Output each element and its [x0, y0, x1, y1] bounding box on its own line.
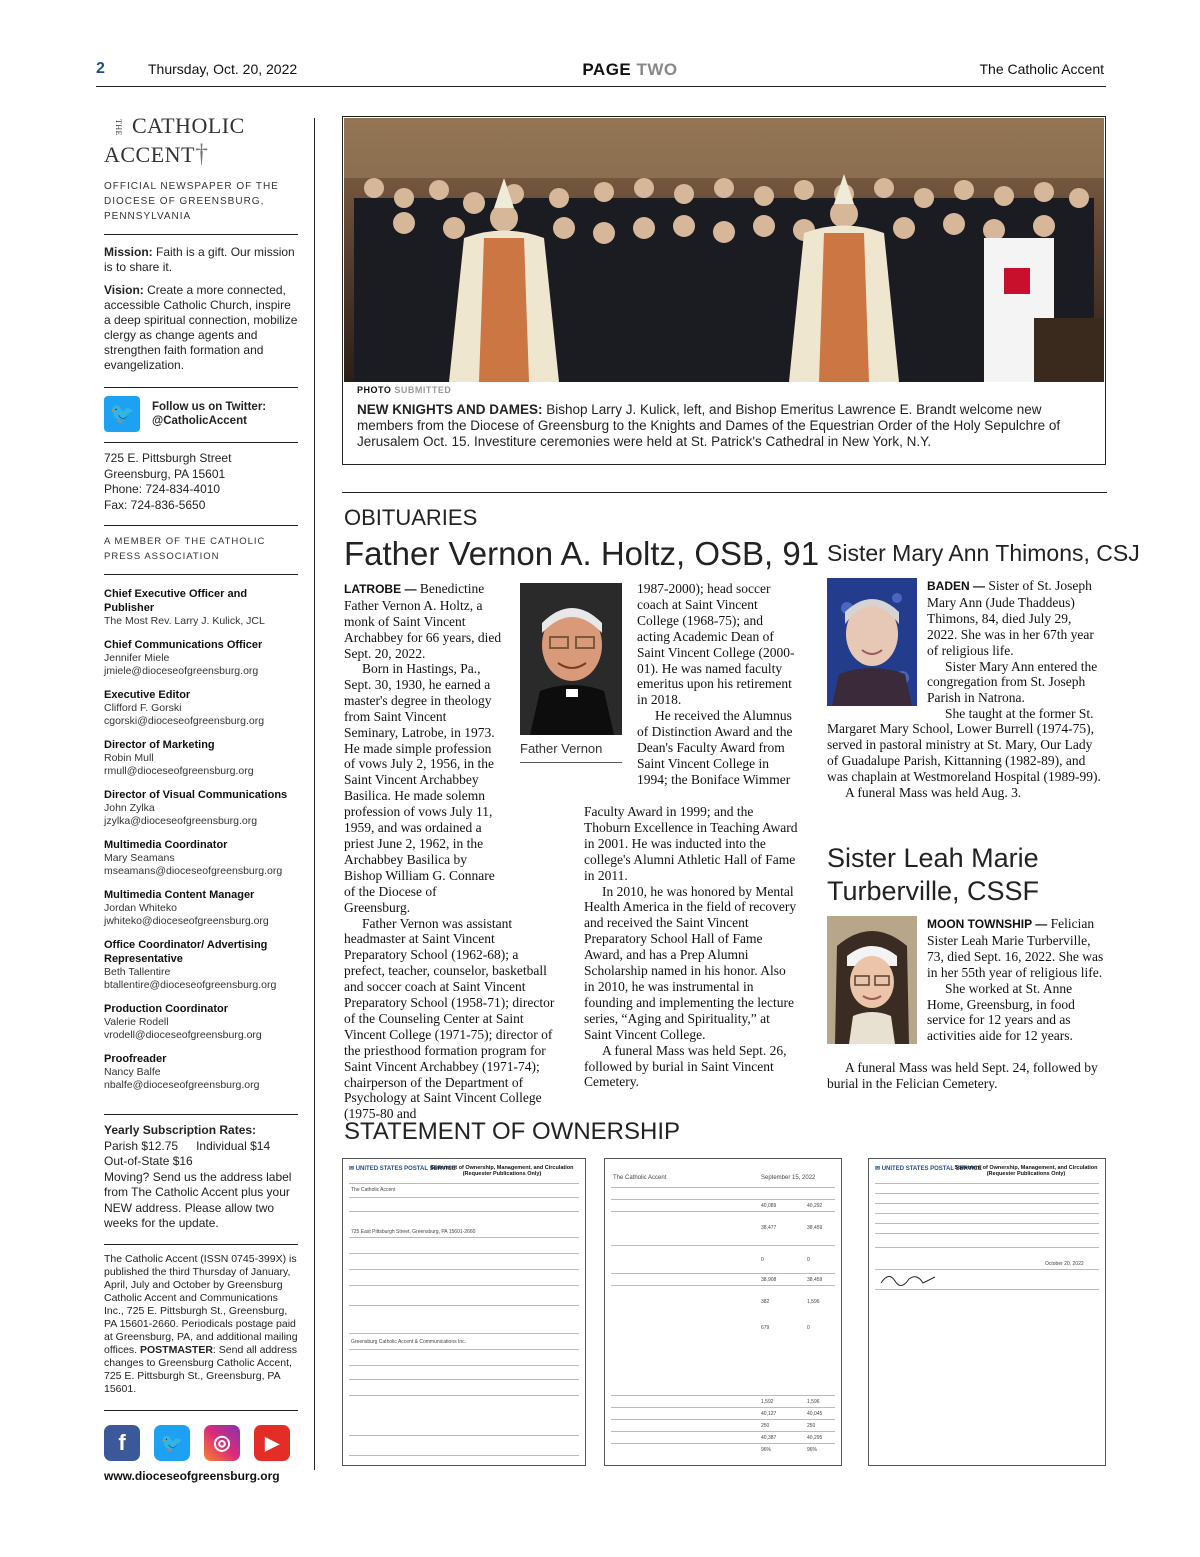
staff-email[interactable]: rmull@dioceseofgreensburg.org — [104, 765, 254, 777]
caption-text: Bishop Larry J. Kulick, left, and Bishop Emeritus Lawrence E. Brandt welcome new members from the Diocese of Greensburg to the Knights and Dames of the Equestrian Order of the Holy Sepulchre of Jerusalem Oct. 15. Investiture ceremonies were held at St. Patrick's Cathedral in New York, N.Y. — [357, 402, 1061, 449]
logo-the: THE — [114, 119, 123, 137]
instagram-icon[interactable]: ◎ — [204, 1425, 240, 1461]
address-line: Greensburg, PA 15601 — [104, 466, 226, 481]
thimons-portrait — [827, 578, 917, 706]
staff-role: Production Coordinator — [104, 1003, 229, 1015]
staff-entry — [104, 587, 298, 628]
staff-email[interactable]: mseamans@dioceseofgreensburg.org — [104, 865, 283, 877]
holtz-para: Faculty Award in 1999; and the Thoburn Excellence in Teaching Award in 2001. He was inducted into the college's Alumni Athletic Hall of Fame in 2011. — [584, 804, 798, 883]
staff-role: Multimedia Content Manager — [104, 889, 255, 901]
form3-date: October 20, 2022 — [1045, 1261, 1084, 1267]
thimons-headline: Sister Mary Ann Thimons, CSJ — [827, 540, 1140, 566]
staff-name: Clifford F. Gorski — [104, 702, 182, 714]
thimons-text: Sister of St. Joseph Mary Ann (Jude Thaddeus) Thimons, 84, died July 29, 2022. She was in her 67th year of religious life. — [927, 578, 1094, 658]
group-photo — [344, 118, 1104, 382]
logo — [104, 112, 298, 169]
form2-value: 679 — [761, 1325, 770, 1331]
page-title — [560, 60, 700, 80]
form-line — [875, 1183, 1099, 1184]
form2-value: 40,045 — [807, 1411, 823, 1417]
staff-role: Office Coordinator/ Advertising Representative — [104, 939, 268, 965]
form-line — [875, 1247, 1099, 1248]
form-line — [349, 1183, 579, 1184]
vernon-photo-caption: Father Vernon — [520, 741, 622, 763]
form-line — [349, 1349, 579, 1350]
form-line — [349, 1379, 579, 1380]
page-title-a: PAGE — [582, 60, 632, 79]
form-line — [875, 1269, 1099, 1270]
form-line — [611, 1443, 835, 1444]
photo-box — [342, 116, 1106, 465]
statement-form-page2 — [604, 1158, 842, 1466]
twitter-icon[interactable]: 🐦 — [104, 396, 140, 432]
turberville-headline-2: Turberville, CSSF — [827, 876, 1040, 906]
cross-icon: † — [195, 139, 209, 168]
form2-value: 0 — [807, 1257, 810, 1263]
staff-entry — [104, 938, 298, 992]
column-rule — [314, 118, 315, 1470]
thimons-para: She taught at the former St. — [945, 706, 1094, 722]
subs-title: Yearly Subscription Rates: — [104, 1123, 257, 1137]
staff-name: The Most Rev. Larry J. Kulick, JCL — [104, 615, 265, 627]
form-line — [611, 1245, 835, 1246]
form-line — [349, 1435, 579, 1436]
form2-value: 1,596 — [807, 1399, 820, 1405]
holtz-headline: Father Vernon A. Holtz, OSB, 91 — [344, 535, 820, 572]
divider — [104, 1244, 298, 1245]
vision — [104, 283, 298, 373]
staff-email[interactable]: nbalfe@dioceseofgreensburg.org — [104, 1079, 260, 1091]
credit-a: PHOTO — [357, 385, 392, 395]
form-line — [875, 1193, 1099, 1194]
dateline: BADEN — — [927, 579, 986, 593]
statement-form-page3 — [868, 1158, 1106, 1466]
staff-email[interactable]: jzylka@dioceseofgreensburg.org — [104, 815, 258, 827]
facebook-icon[interactable]: f — [104, 1425, 140, 1461]
staff-role: Chief Communications Officer — [104, 639, 263, 651]
turberville-headline-1: Sister Leah Marie — [827, 843, 1039, 873]
usps-logo: ✉ UNITED STATES POSTAL SERVICE — [875, 1166, 982, 1172]
holtz-para: Born in Hastings, Pa., Sept. 30, 1930, he earned a master's degree in theology from Saint Vincent Seminary, Latrobe, in 1973. He made simple profession of vows July 2, 1956, in the Saint Vincent Archabbey Basilica. He made solemn profession of vows July 11, 1959, and was ordained a priest June 2, 1962, in the Archabbey Basilica by Bishop William G. Connare of the Diocese of Greensburg. — [344, 661, 495, 915]
divider — [104, 1114, 298, 1115]
form2-value: 0 — [807, 1325, 810, 1331]
form-line — [349, 1269, 579, 1270]
staff-role: Executive Editor — [104, 689, 191, 701]
holtz-para: A funeral Mass was held Sept. 26, followed by burial in Saint Vincent Cemetery. — [584, 1042, 787, 1090]
holtz-para — [344, 581, 514, 662]
form-line — [611, 1211, 835, 1212]
holtz-para: Father Vernon was assistant headmaster at Saint Vincent Preparatory School (1962-68); a prefect, teacher, counselor, basketball and soccer coach at Saint Vincent Preparatory School (1958-71); director of the Counseling Center at Saint Vincent College (1971-75); director of the priesthood formation program for Saint Vincent Archabbey (1971-74); chairperson of the Department of Psychology at Saint Vincent College (1975-80 and — [344, 915, 555, 1122]
form-line — [611, 1199, 835, 1200]
form2-value: 40,089 — [761, 1203, 777, 1209]
staff-email[interactable]: btallentire@dioceseofgreensburg.org — [104, 979, 277, 991]
form-line — [611, 1431, 835, 1432]
form-line — [875, 1289, 1099, 1290]
turberville-para — [927, 916, 1105, 981]
statement-heading: STATEMENT OF OWNERSHIP — [344, 1118, 681, 1145]
turberville-para: She worked at St. Anne Home, Greensburg, in food service for 12 years and as activities aide for 12 years. — [927, 980, 1075, 1044]
turberville-side — [927, 916, 1105, 1044]
form-line — [349, 1253, 579, 1254]
holtz-para: In 2010, he was honored by Mental Health America in the field of recovery and received the Saint Vincent Preparatory School Hall of Fame Award, and has a Prep Alumni Scholarship named in his honor. Also in 2010, he was instrumental in founding and implementing the lecture series, “Aging and Spirituality,” at Saint Vincent College. — [584, 883, 797, 1042]
form2-value: 38,459 — [807, 1225, 823, 1231]
form-line — [611, 1395, 835, 1396]
staff-role: Multimedia Coordinator — [104, 839, 228, 851]
staff-entry — [104, 1002, 298, 1042]
caption-lead: NEW KNIGHTS AND DAMES: — [357, 402, 543, 417]
turberville-body — [827, 1060, 1105, 1092]
form-line — [349, 1365, 579, 1366]
turberville-portrait — [827, 916, 917, 1044]
divider — [104, 1410, 298, 1411]
divider — [104, 442, 298, 443]
staff-name: Valerie Rodell — [104, 1016, 169, 1028]
thimons-para: Margaret Mary School, Lower Burrell (1974-75), served in pastoral ministry at St. Mary, Our Lady of Guadalupe Parish, Kittanning (1982-89), and was chaplain at Westmoreland Hospital (1989-99). — [827, 721, 1101, 784]
mission — [104, 245, 298, 275]
dateline: LATROBE — — [344, 582, 417, 596]
dateline: MOON TOWNSHIP — — [927, 917, 1048, 931]
staff-entry — [104, 638, 298, 678]
header-rule — [96, 86, 1106, 87]
photo-credit — [357, 385, 451, 395]
obituaries-heading: OBITUARIES — [344, 505, 478, 530]
staff-role: Director of Marketing — [104, 739, 215, 751]
form2-value: 38,908 — [761, 1277, 777, 1283]
form2-value: 38,459 — [807, 1277, 823, 1283]
twitter-follow[interactable] — [104, 396, 298, 432]
form-line — [349, 1305, 579, 1306]
form3-title: Statement of Ownership, Management, and Circulation (Requester Publications Only) — [954, 1165, 1098, 1177]
form2-value: 382 — [761, 1299, 770, 1305]
staff-name: Jordan Whiteko — [104, 902, 177, 914]
form1-addr: 725 East Pittsburgh Street, Greensburg, PA 15601-2660 — [351, 1229, 476, 1235]
staff-name: Robin Mull — [104, 752, 154, 764]
form1-owner: Greensburg Catholic Accent & Communications Inc. — [351, 1339, 467, 1345]
issue-date: Thursday, Oct. 20, 2022 — [148, 61, 298, 77]
usps-logo: ✉ UNITED STATES POSTAL SERVICE — [349, 1166, 456, 1172]
credit-b: SUBMITTED — [394, 385, 452, 395]
publication-name: The Catholic Accent — [979, 61, 1104, 77]
subs-move: Moving? Send us the address label from The Catholic Accent plus your NEW address. Please allow two weeks for the update. — [104, 1169, 292, 1230]
vision-text: Create a more connected, accessible Catholic Church, inspire a deep spiritual connection, mobilize clergy as change agents and strengthen faith formation and evangelization. — [104, 283, 298, 372]
thimons-side — [927, 578, 1102, 722]
form-line — [349, 1285, 579, 1286]
staff-entry — [104, 788, 298, 828]
form-line — [875, 1223, 1099, 1224]
staff-role: Chief Executive Officer and Publisher — [104, 588, 248, 614]
form2-value: 1,596 — [807, 1299, 820, 1305]
vernon-portrait — [520, 583, 622, 735]
form-line — [349, 1211, 579, 1212]
form2-value: 40,127 — [761, 1411, 777, 1417]
page-title-b: TWO — [636, 60, 678, 79]
form-line — [349, 1333, 579, 1334]
form2-value: 1,592 — [761, 1399, 774, 1405]
divider — [104, 574, 298, 575]
issn-tail: : Send all address changes to Greensburg Catholic Accent, 725 E. Pittsburgh St., Greensburg, PA 15601. — [104, 1343, 297, 1395]
form2-value: 250 — [761, 1423, 770, 1429]
staff-name: Nancy Balfe — [104, 1066, 161, 1078]
form2-value: 96% — [761, 1447, 772, 1453]
social-links — [104, 1425, 298, 1461]
turberville-para: A funeral Mass was held Sept. 24, followed by burial in the Felician Cemetery. — [827, 1060, 1098, 1091]
mission-label: Mission: — [104, 245, 153, 259]
divider — [104, 525, 298, 526]
holtz-para: 1987-2000); head soccer coach at Saint Vincent College (1968-75); and acting Academic Dean of Saint Vincent College (2000-01). He was named faculty emeritus upon his retirement in 2018. — [637, 581, 795, 708]
subs-oos: Out-of-State $16 — [104, 1154, 193, 1168]
statement-form-page1 — [342, 1158, 586, 1466]
subs-rates — [104, 1139, 298, 1155]
staff-email[interactable]: jwhiteko@dioceseofgreensburg.org — [104, 915, 269, 927]
turberville-text: Felician Sister Leah Marie Turberville, 73, died Sept. 16, 2022. She was in her 55th year of religious life. — [927, 916, 1104, 980]
holtz-col2-top — [637, 581, 797, 788]
form-line — [611, 1419, 835, 1420]
youtube-icon[interactable]: ▶ — [254, 1425, 290, 1461]
turberville-headline — [827, 842, 1039, 908]
staff-entry — [104, 738, 298, 778]
form-line — [611, 1273, 835, 1274]
form-line — [611, 1285, 835, 1286]
divider — [104, 234, 298, 235]
form2-value: 250 — [807, 1423, 816, 1429]
holtz-col1 — [344, 581, 514, 662]
form2-value: 0 — [761, 1257, 764, 1263]
staff-list — [104, 587, 298, 1092]
subs-individual: Individual $14 — [196, 1138, 271, 1153]
holtz-para: He received the Alumnus of Distinction Award and the Dean's Faculty Award from Saint Vincent College in 1994; the Boniface Wimmer — [637, 708, 793, 787]
form-line — [875, 1203, 1099, 1204]
staff-email[interactable]: jmiele@dioceseofgreensburg.org — [104, 665, 259, 677]
form-line — [611, 1187, 835, 1188]
page-number: 2 — [96, 60, 105, 77]
photo-caption — [357, 402, 1097, 450]
staff-entry — [104, 888, 298, 928]
staff-email[interactable]: cgorski@dioceseofgreensburg.org — [104, 715, 265, 727]
form-line — [349, 1455, 579, 1456]
form1-pub: The Catholic Accent — [351, 1187, 396, 1193]
form-line — [611, 1407, 835, 1408]
form-line — [875, 1213, 1099, 1214]
staff-email[interactable]: vrodell@dioceseofgreensburg.org — [104, 1029, 262, 1041]
mission-text: Faith is a gift. Our mission is to share it. — [104, 245, 295, 274]
issn-block — [104, 1253, 298, 1396]
staff-entry — [104, 838, 298, 878]
signature — [879, 1271, 939, 1287]
staff-entry — [104, 1052, 298, 1092]
cpa-member: A MEMBER OF THE CATHOLIC PRESS ASSOCIATION — [104, 536, 266, 562]
address-block — [104, 451, 298, 513]
subs-parish: Parish $12.75 — [104, 1138, 179, 1153]
form-line — [349, 1197, 579, 1198]
website-link[interactable]: www.dioceseofgreensburg.org — [104, 1468, 280, 1483]
section-rule — [342, 492, 1107, 493]
thimons-para — [927, 578, 1102, 659]
form2-value: 40,387 — [761, 1435, 777, 1441]
staff-entry — [104, 688, 298, 728]
divider — [104, 387, 298, 388]
form-line — [349, 1237, 579, 1238]
thimons-para: A funeral Mass was held Aug. 3. — [845, 784, 1022, 800]
form-line — [349, 1395, 579, 1396]
vision-label: Vision: — [104, 283, 144, 297]
masthead-sidebar — [104, 112, 298, 1483]
form2-date: September 15, 2022 — [761, 1175, 816, 1181]
form2-value: 40,295 — [807, 1435, 823, 1441]
phone: Phone: 724-834-4010 — [104, 482, 221, 496]
form2-value: 40,292 — [807, 1203, 823, 1209]
form2-pub: The Catholic Accent — [613, 1175, 667, 1181]
issn-text: The Catholic Accent (ISSN 0745-399X) is published the third Thursday of January, April, July and October by Greensburg Catholic Accent and Communications Inc., 725 E. Pittsburgh St., Greensburg, PA 15601-2660. Periodicals postage paid at Greensburg, PA, and additional mailing offices. — [104, 1252, 298, 1356]
form-line — [875, 1233, 1099, 1234]
form2-value: 38,477 — [761, 1225, 777, 1231]
thimons-body — [827, 721, 1105, 801]
holtz-col2 — [584, 804, 799, 1090]
twitter-icon[interactable]: 🐦 — [154, 1425, 190, 1461]
subscription-block — [104, 1123, 298, 1232]
form2-value: 96% — [807, 1447, 818, 1453]
holtz-text: Benedictine Father Vernon A. Holtz, a monk of Saint Vincent Archabbey for 66 years, died Sept. 20, 2022. — [344, 581, 502, 661]
staff-name: Jennifer Miele — [104, 652, 170, 664]
staff-name: John Zylka — [104, 802, 155, 814]
postmaster-label: POSTMASTER — [140, 1343, 213, 1356]
address-line: 725 E. Pittsburgh Street — [104, 451, 232, 465]
staff-name: Beth Tallentire — [104, 966, 171, 978]
tagline: OFFICIAL NEWSPAPER OF THE DIOCESE OF GREENSBURG, PENNSYLVANIA — [104, 181, 279, 222]
staff-role: Director of Visual Communications — [104, 789, 288, 801]
twitter-handle[interactable]: @CatholicAccent — [152, 415, 247, 427]
staff-name: Mary Seamans — [104, 852, 175, 864]
form1-title: Statement of Ownership, Management, and Circulation (Requester Publications Only) — [430, 1165, 574, 1177]
twitter-line1: Follow us on Twitter: — [152, 401, 267, 413]
thimons-para: Sister Mary Ann entered the congregation from St. Joseph Parish in Natrona. — [927, 658, 1098, 706]
logo-text: CATHOLIC ACCENT — [104, 113, 245, 167]
fax: Fax: 724-836-5650 — [104, 497, 206, 512]
staff-role: Proofreader — [104, 1053, 167, 1065]
